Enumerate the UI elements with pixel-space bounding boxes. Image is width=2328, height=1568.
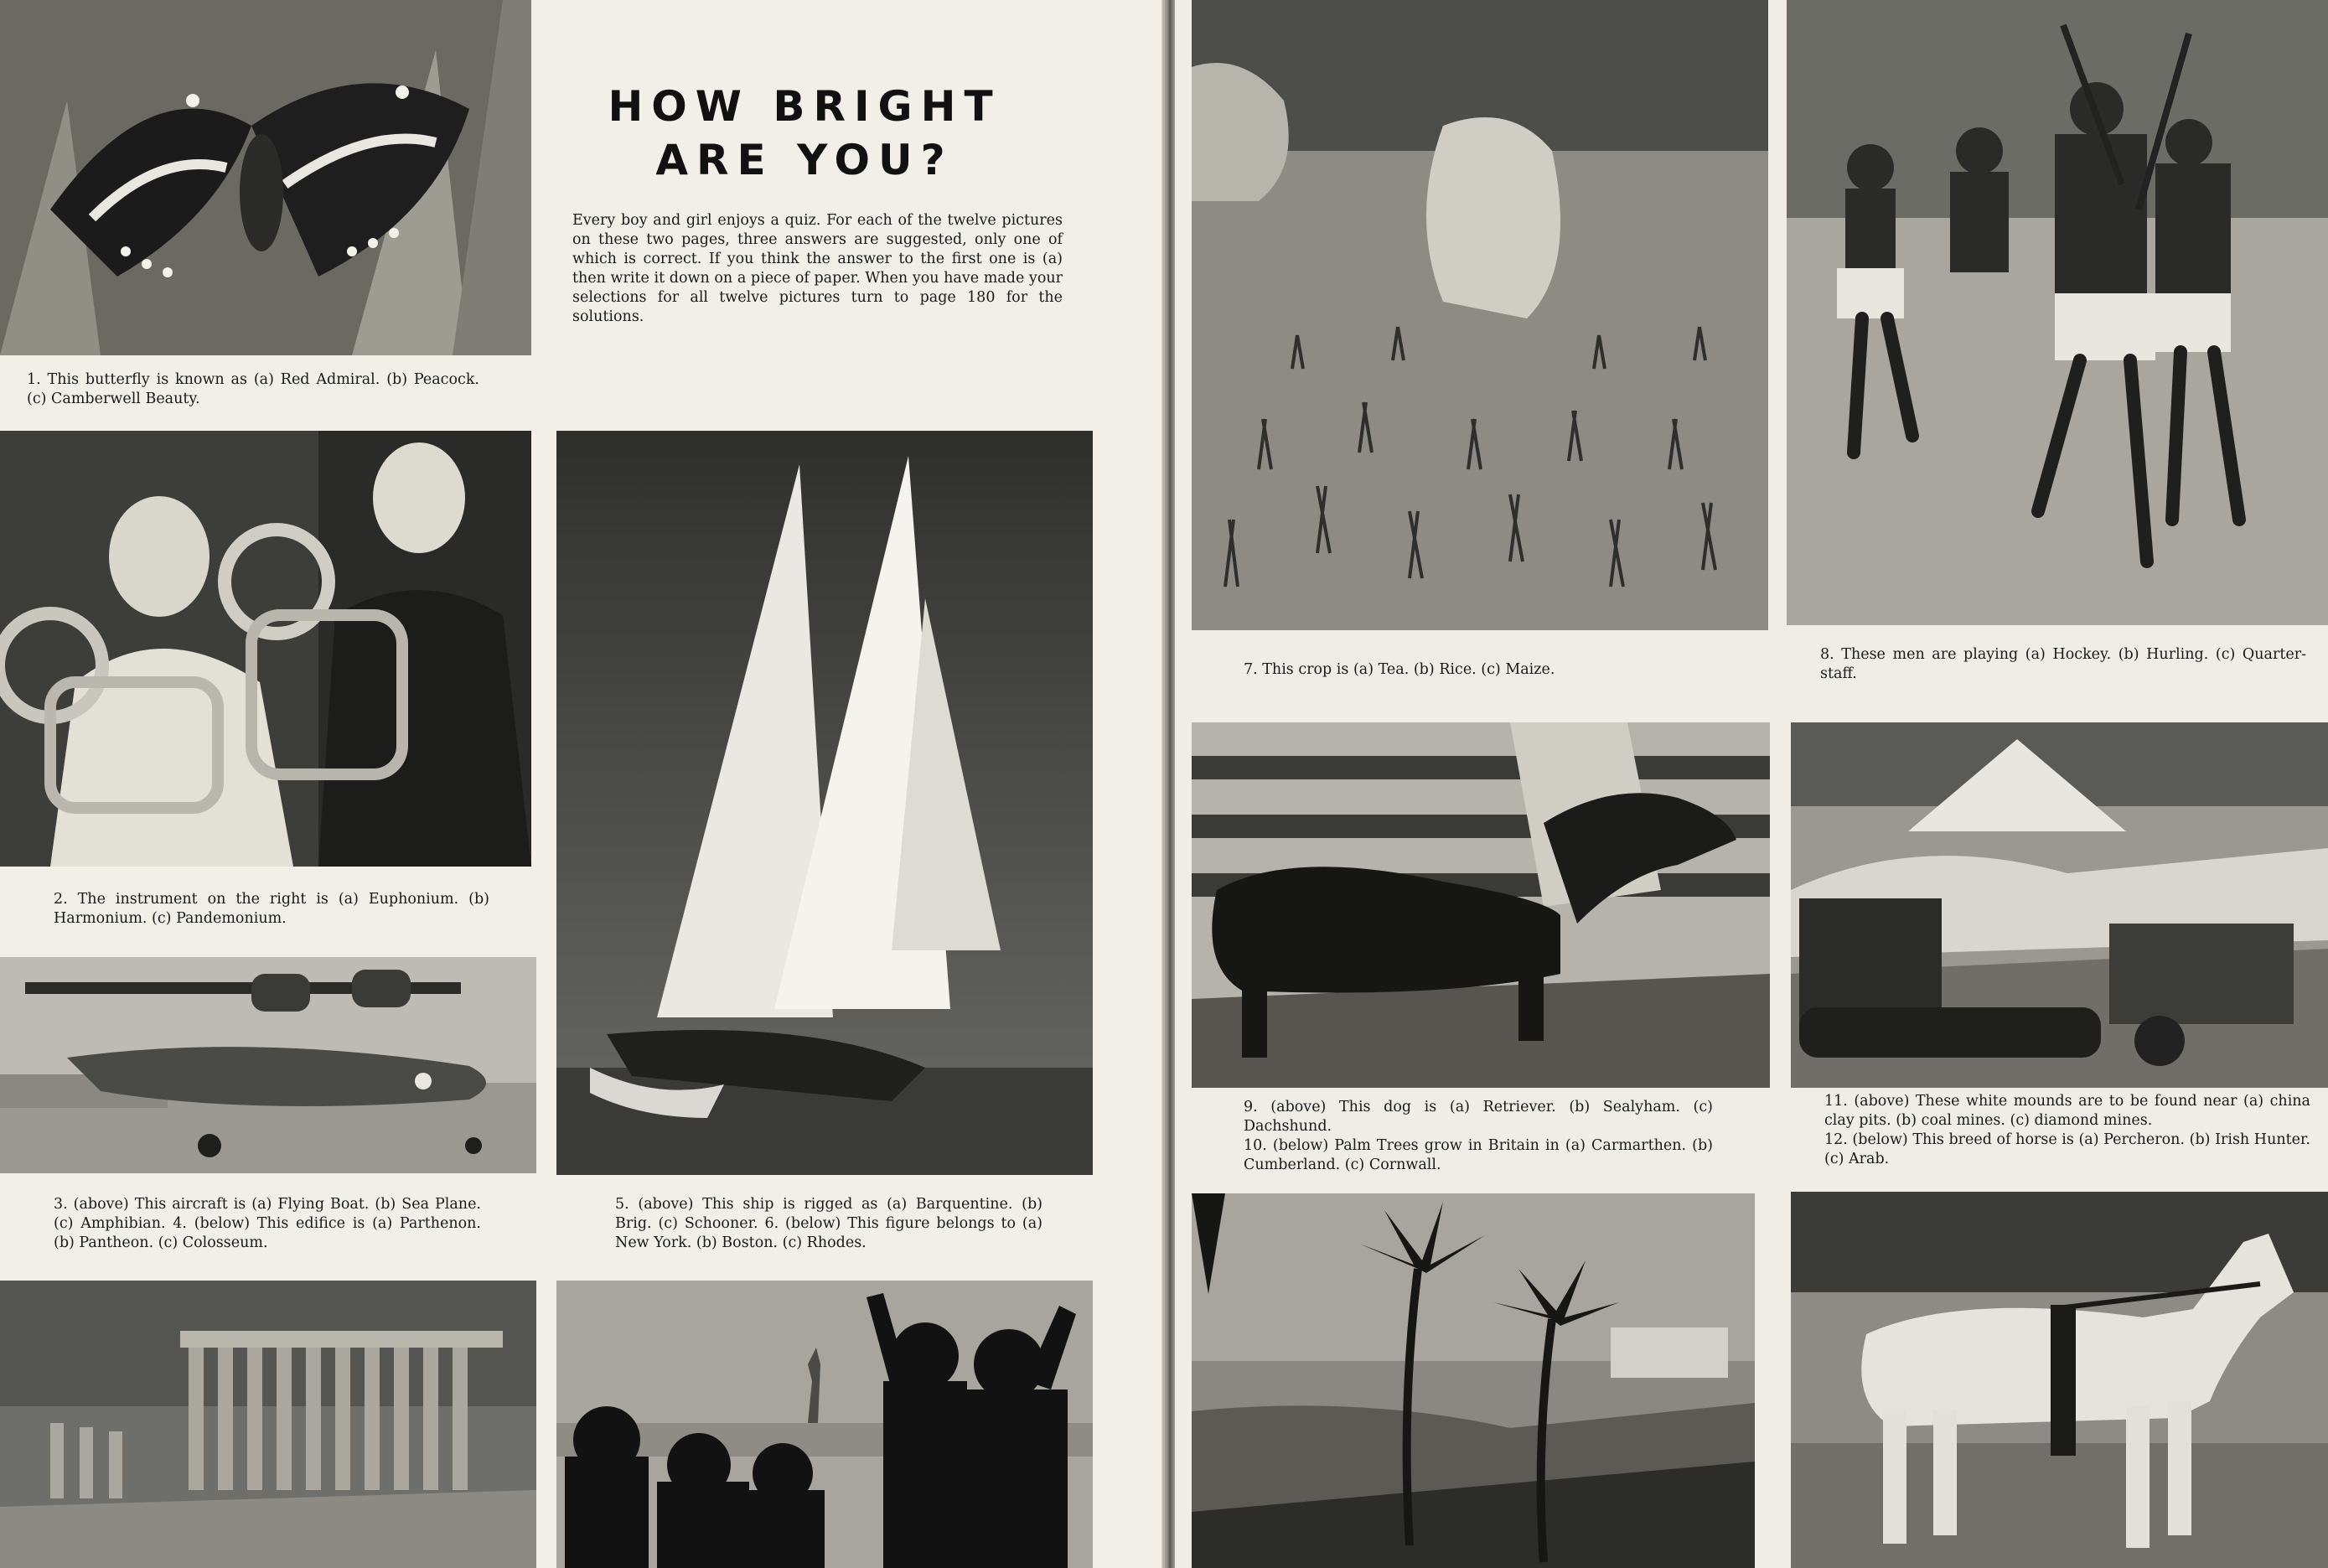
caption-q11-q12: 11. (above) These white mounds are to be found near (a) china clay pits. (b) coal mines. (c) diamond mines. 12. (below) This breed of horse is (a) Percheron. (b) Irish Hunter. (c) Arab. (1824, 1093, 2310, 1167)
caption-q3-q4: 3. (above) This aircraft is (a) Flying Boat. (b) Sea Plane. (c) Amphibian. 4. (below) This edifice is (a) Parthenon. (b) Pantheon. (c) Colosseum. (54, 1196, 481, 1251)
caption-q5-q6: 5. (above) This ship is rigged as (a) Barquentine. (b) Brig. (c) Schooner. 6. (below) This figure belongs to (a) New York. (b) Boston. (c) Rhodes. (615, 1196, 1042, 1251)
right-page (1175, 0, 2328, 1568)
hurling-photo (1787, 0, 2328, 625)
title-line-1: HOW BRIGHT (608, 82, 1001, 131)
palm-trees-photo (1192, 1193, 1755, 1568)
caption-q2: 2. The instrument on the right is (a) Euphonium. (b) Harmonium. (c) Pandemonium. (54, 891, 489, 927)
butterfly-photo (0, 0, 531, 355)
statue-of-liberty-photo (556, 1281, 1093, 1568)
title-line-2: ARE YOU? (655, 136, 954, 184)
caption-q9-q10: 9. (above) This dog is (a) Retriever. (b) Sealyham. (c) Dachshund. 10. (below) Palm Trees grow in Britain in (a) Carmarthen. (b) Cumberland. (c) Cornwall. (1244, 1099, 1713, 1173)
euphonium-photo (0, 431, 531, 867)
horse-photo (1791, 1192, 2328, 1568)
left-page (0, 0, 1163, 1568)
intro-paragraph: Every boy and girl enjoys a quiz. For each of the twelve pictures on these two pages, three answers are suggested, only one of which is correct. If you think the answer to the first one is (a) then write it down on a piece of paper. When you have made your selections for all twelve pictures turn to page 180 for the solutions. (572, 212, 1063, 325)
dachshund-photo (1192, 722, 1770, 1088)
parthenon-photo (0, 1281, 536, 1568)
page-title (545, 80, 1064, 187)
china-clay-photo (1791, 722, 2328, 1088)
rice-field-photo (1192, 0, 1768, 630)
schooner-photo (556, 431, 1093, 1175)
caption-q1: 1. This butterfly is known as (a) Red Admiral. (b) Peacock. (c) Camberwell Beauty. (27, 371, 479, 407)
caption-q8: 8. These men are playing (a) Hockey. (b) Hurling. (c) Quarter-staff. (1820, 646, 2306, 682)
caption-q7: 7. This crop is (a) Tea. (b) Rice. (c) Maize. (1244, 661, 1555, 678)
aircraft-photo (0, 957, 536, 1173)
